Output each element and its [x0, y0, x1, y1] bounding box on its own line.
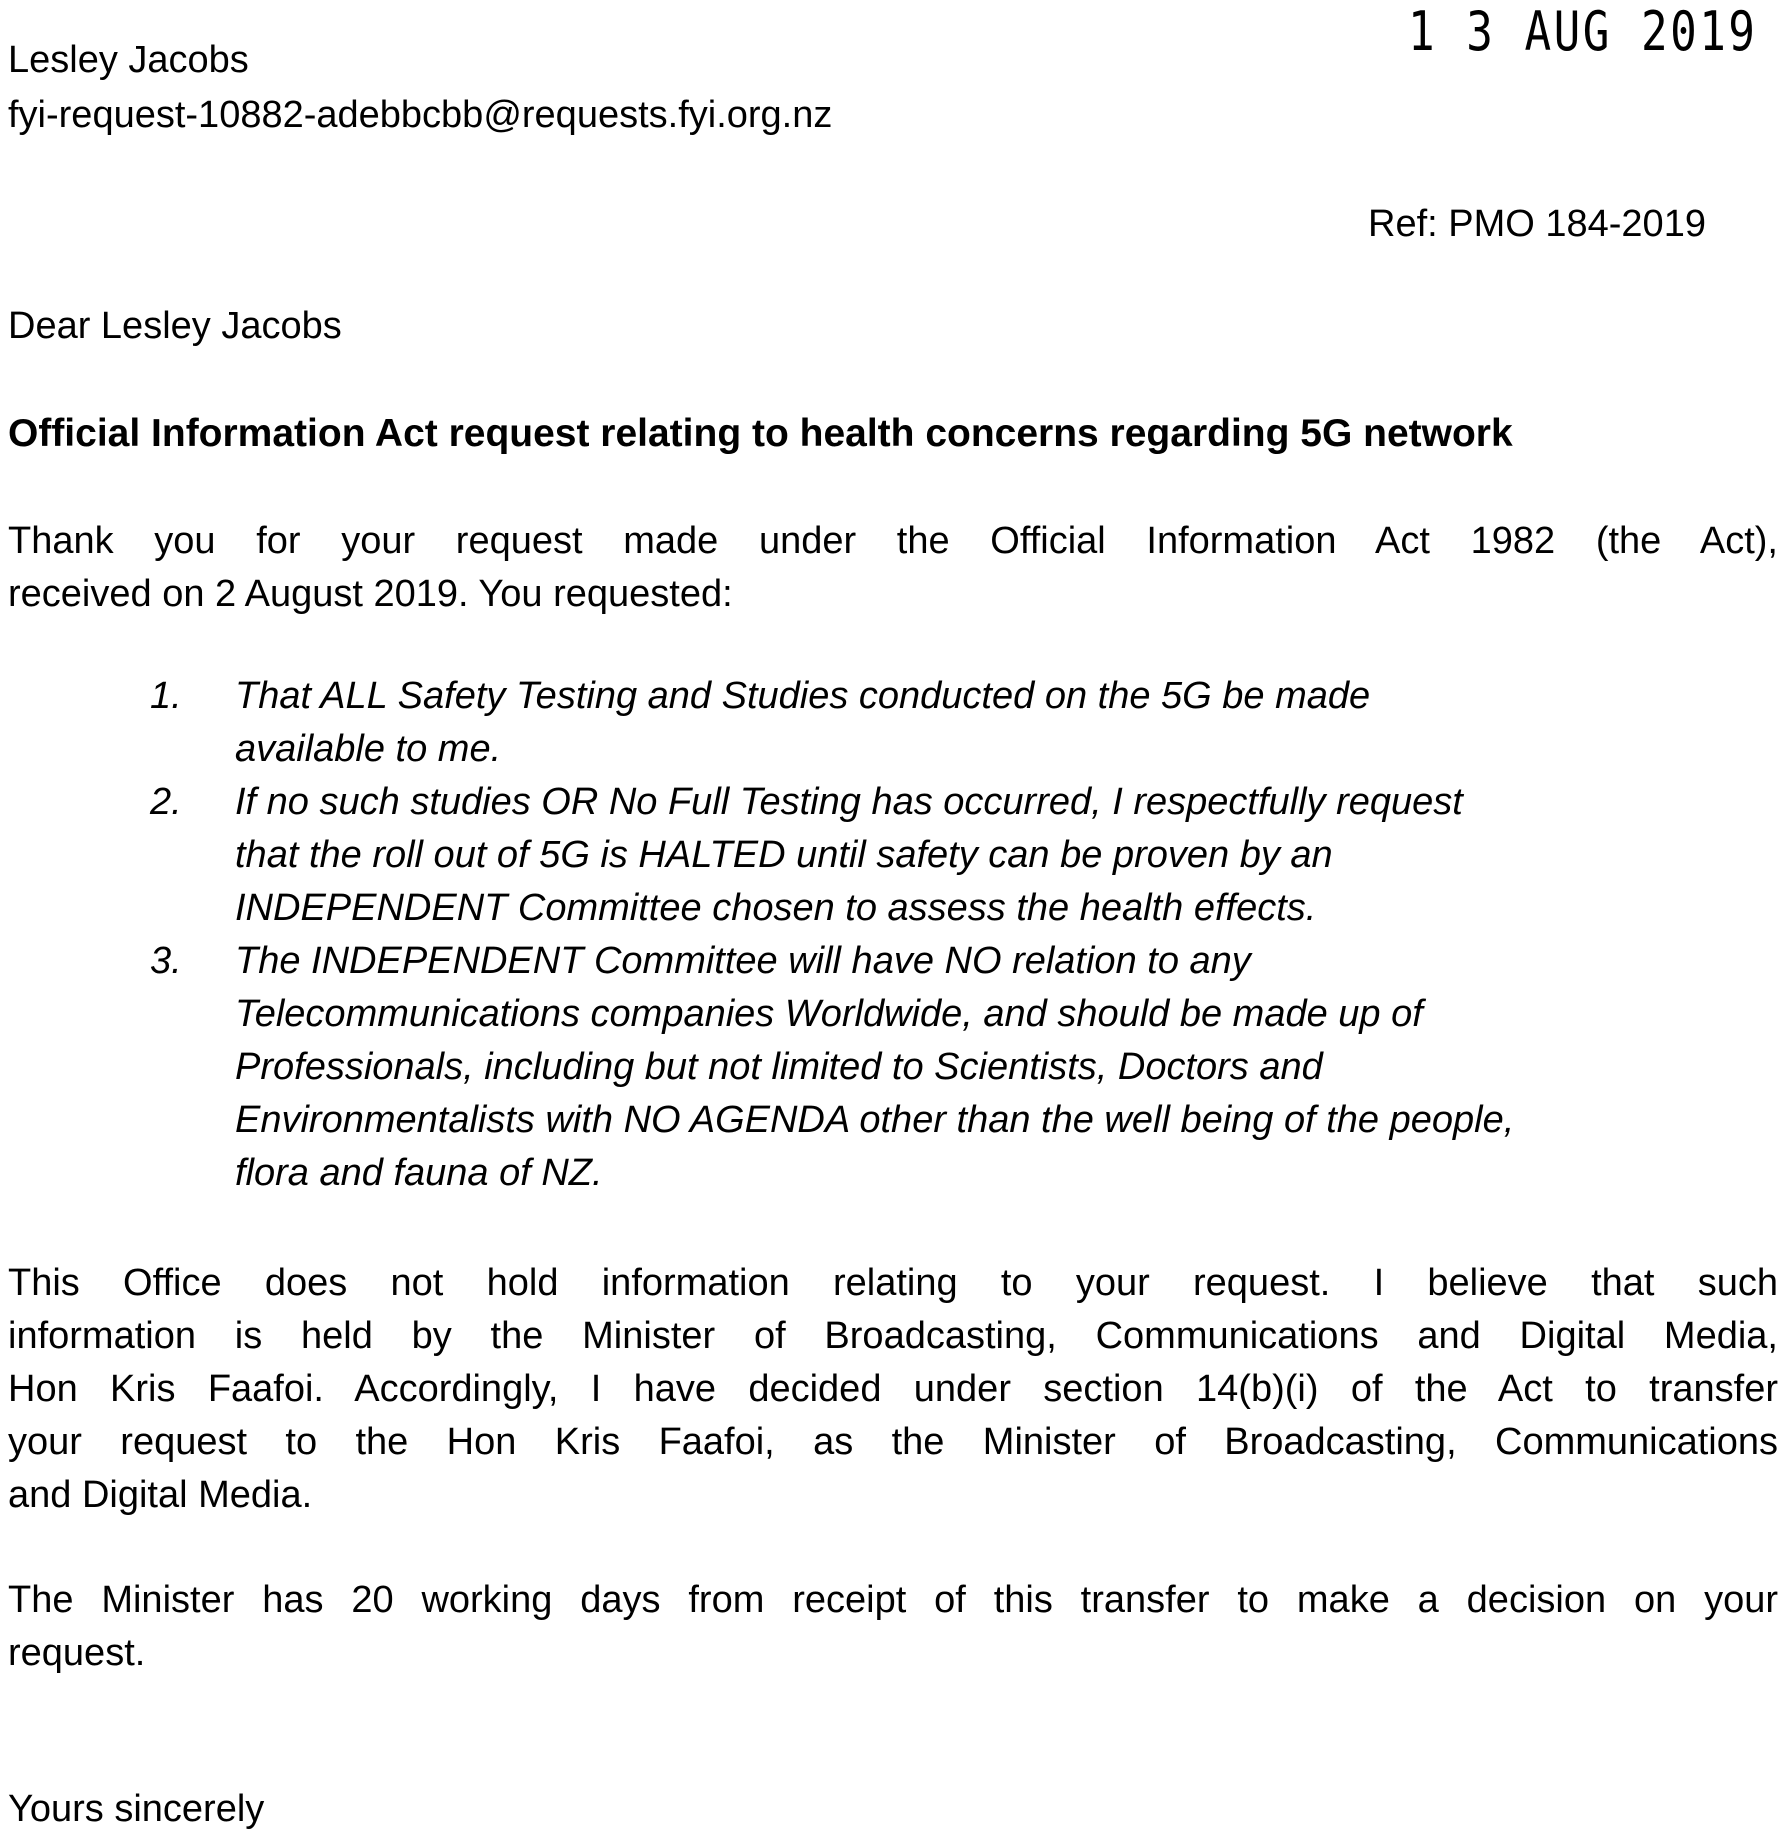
request-line: available to me. [235, 728, 502, 770]
request-item-1 [150, 670, 1775, 776]
reference-number: Ref: PMO 184-2019 [1368, 203, 1706, 245]
intro-line: Thank you for your request made under the Official Information Act 1982 (the Act), [8, 520, 1778, 562]
recipient-email: fyi-request-10882-adebbcbb@requests.fyi.org.nz [8, 94, 833, 136]
date-stamp: 1 3 AUG 2019 [1408, 0, 1758, 63]
request-line: Professionals, including but not limited to Scientists, Doctors and [235, 1046, 1323, 1088]
request-item-3 [150, 935, 1775, 1200]
timeframe-paragraph [8, 1574, 1778, 1680]
subject-heading: Official Information Act request relating to health concerns regarding 5G network [8, 412, 1513, 455]
request-number: 2. [150, 781, 182, 823]
request-line: Environmentalists with NO AGENDA other than the well being of the people, [235, 1099, 1515, 1141]
request-list [150, 670, 1775, 1200]
timeframe-line: request. [8, 1632, 146, 1674]
request-line: flora and fauna of NZ. [235, 1152, 603, 1194]
response-line: and Digital Media. [8, 1474, 313, 1516]
request-number: 1. [150, 675, 182, 717]
closing-text: Yours sincerely [8, 1788, 265, 1830]
request-line: That ALL Safety Testing and Studies conducted on the 5G be made [235, 675, 1371, 717]
request-line: INDEPENDENT Committee chosen to assess the health effects. [235, 887, 1317, 929]
request-number: 3. [150, 940, 182, 982]
salutation: Dear Lesley Jacobs [8, 305, 342, 347]
response-paragraph [8, 1257, 1778, 1522]
timeframe-line: The Minister has 20 working days from receipt of this transfer to make a decision on your [8, 1579, 1778, 1621]
request-line: that the roll out of 5G is HALTED until safety can be proven by an [235, 834, 1333, 876]
response-line: information is held by the Minister of Broadcasting, Communications and Digital Media, [8, 1315, 1778, 1357]
response-line: Hon Kris Faafoi. Accordingly, I have decided under section 14(b)(i) of the Act to transfer [8, 1368, 1778, 1410]
intro-paragraph [8, 515, 1778, 621]
response-line: This Office does not hold information relating to your request. I believe that such [8, 1262, 1778, 1304]
recipient-name: Lesley Jacobs [8, 39, 249, 81]
request-line: The INDEPENDENT Committee will have NO relation to any [235, 940, 1251, 982]
request-item-2 [150, 776, 1775, 935]
response-line: your request to the Hon Kris Faafoi, as the Minister of Broadcasting, Communications [8, 1421, 1778, 1463]
request-line: If no such studies OR No Full Testing has occurred, I respectfully request [235, 781, 1463, 823]
intro-line: received on 2 August 2019. You requested: [8, 573, 733, 615]
request-line: Telecommunications companies Worldwide, and should be made up of [235, 993, 1423, 1035]
